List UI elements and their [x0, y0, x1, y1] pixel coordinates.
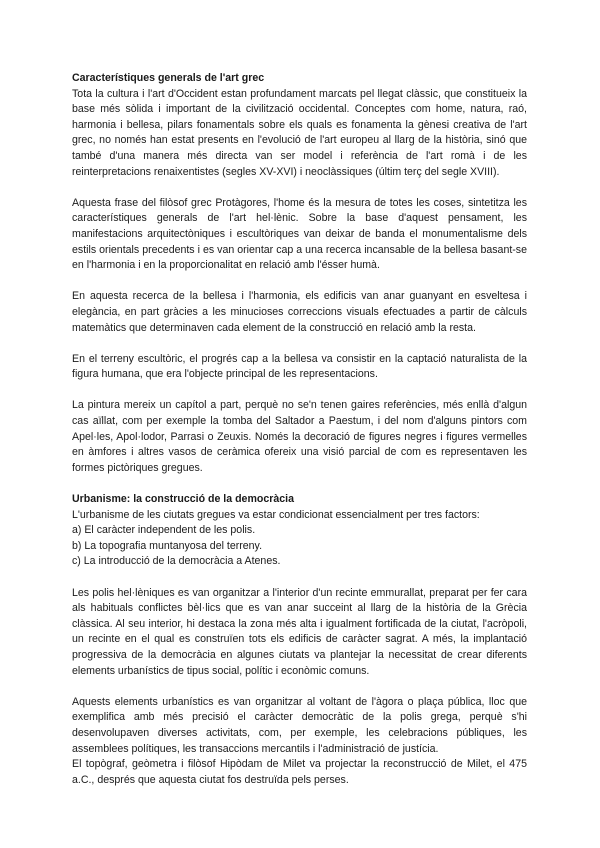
paragraph-urbanism-intro: L'urbanisme de les ciutats gregues va estar condicionat essencialment per tres factors: [72, 508, 480, 521]
list-item-factor-a: a) El caràcter independent de les polis. [72, 524, 256, 537]
paragraph-spacer [72, 274, 527, 290]
section-title-urbanism: Urbanisme: la construcció de la democràcia [72, 493, 294, 506]
paragraph-spacer [72, 383, 527, 399]
paragraph-protagores: Aquesta frase del filòsof grec Protàgores, l'home és la mesura de totes les coses, sintetitza les característiques generals de l'art hel·lènic. Sobre la base d'aquest pensament, les manifestacions arquitectòniques i escultòriques van deixar de banda el monumentalisme dels estils orientals precedents i es van orientar cap a una recerca incansable de la bellesa basant-se en l'harmonia i en la proporcionalitat en relació amb l'ésser humà. [72, 196, 527, 272]
paragraph-spacer [72, 180, 527, 196]
paragraph-spacer [72, 476, 527, 492]
paragraph-spacer [72, 679, 527, 695]
document-page [72, 71, 527, 788]
paragraph-hippodamus: El topògraf, geòmetra i filòsof Hipòdam de Milet va projectar la reconstrucció de Milet, el 475 a.C., després que aquesta ciutat fos destruïda pels perses. [72, 758, 527, 786]
list-item-factor-c: c) La introducció de la democràcia a Atenes. [72, 555, 281, 568]
paragraph-painting: La pintura mereix un capítol a part, perquè no se'n tenen gaires referències, més enllà d'algun cas aïllat, com per exemple la tomba del Saltador a Paestum, i del nom d'alguns pintors com Apel·les, Apol·lodor, Parrasi o Zeuxis. Només la decoració de figures negres i figures vermelles en àmfores i altres vasos de ceràmica ofereix una visió parcial de com es representaven les formes pictòriques gregues. [72, 399, 527, 474]
paragraph-polis: Les polis hel·lèniques es van organitzar a l'interior d'un recinte emmurallat, preparat per fer cara als habituals conflictes bèl·lics que es van anar succeint al llarg de la història de la Grècia clàssica. Al seu interior, hi destaca la zona més alta i igualment fortificada de la ciutat, l'acròpoli, un recinte en el qual es construïen tots els edificis de caràcter sagrat. A més, la implantació progressiva de la democràcia en algunes ciutats va plantejar la necessitat de crear diferents elements urbanístics de tipus social, polític i econòmic comuns. [72, 586, 527, 677]
section-title-greek-art: Característiques generals de l'art grec [72, 72, 265, 84]
paragraph-agora: Aquests elements urbanístics es van organitzar al voltant de l'àgora o plaça pública, lloc que exemplifica amb més precisió el caràcter democràtic de la polis grega, perquè s'hi desenvolupaven diverses activitats, com, per exemple, les celebracions públiques, les assemblees polítiques, les transaccions mercantils i l'administració de justícia. [72, 695, 527, 755]
list-item-factor-b: b) La topografia muntanyosa del terreny. [72, 539, 263, 552]
paragraph-sculpture: En el terreny escultòric, el progrés cap a la bellesa va consistir en la captació naturalista de la figura humana, que era l'objecte principal de les representacions. [72, 352, 527, 381]
paragraph-intro: Tota la cultura i l'art d'Occident estan profundament marcats pel llegat clàssic, que constitueix la base més sòlida i important de la civilització occidental. Conceptes com home, natura, raó, harmonia i bellesa, pilars fonamentals sobre els quals es fonamenta la gènesi creativa de l'art grec, no només han estat presents en l'evolució de l'art europeu al llarg de la història, sinó que també d'una manera més directa van ser model i referència de l'art romà i de les reinterpretacions renaixentistes (segles XV-XVI) i neoclàssiques (últim terç del segle XVIII). [72, 87, 527, 178]
paragraph-spacer [72, 336, 527, 352]
paragraph-spacer [72, 570, 527, 586]
paragraph-architecture: En aquesta recerca de la bellesa i l'harmonia, els edificis van anar guanyant en esveltesa i elegància, en part gràcies a les minucioses correccions visuals efectuades a partir de càlculs matemàtics que determinaven cada element de la construcció en relació amb la resta. [72, 290, 527, 334]
